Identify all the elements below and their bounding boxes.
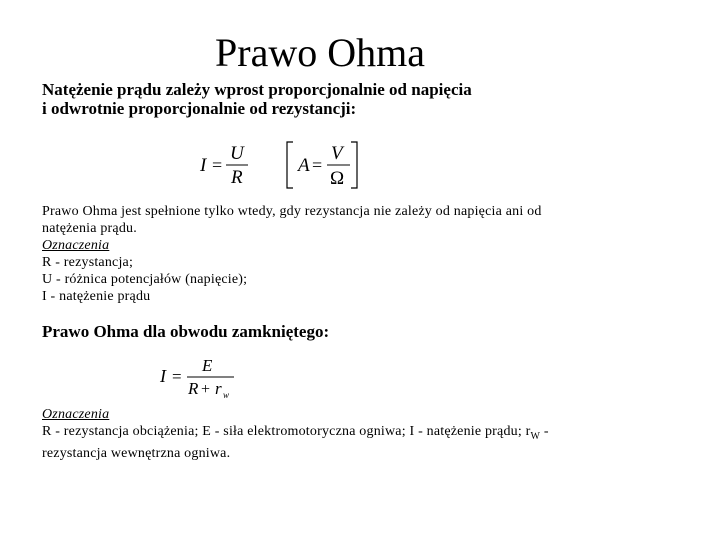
unit-formula (284, 138, 364, 192)
formula3-subscript: w (223, 390, 230, 400)
closed-circuit-heading: Prawo Ohma dla obwodu zamkniętego: (42, 322, 330, 341)
legend2-subscript: W (530, 430, 541, 442)
condition-line-2: natężenia prądu. (42, 221, 137, 236)
unit-denominator: Ω (330, 168, 345, 189)
formula3-numerator: E (202, 356, 213, 375)
legend2-line-1 (42, 423, 642, 445)
legend2-heading: Oznaczenia (42, 407, 110, 422)
legend-heading: Oznaczenia (42, 238, 110, 253)
legend2-line-1-text: R - rezystancja obciążenia; E - siła elektromotoryczna ogniwa; I - natężenie prądu; r (42, 424, 531, 439)
formula-denominator: R (231, 167, 243, 188)
formula3-equals: = (172, 367, 182, 386)
legend2-line-1-end: - (540, 424, 549, 439)
unit-numerator: V (331, 143, 343, 164)
legend-ohm (42, 237, 442, 305)
page-title: Prawo Ohma (215, 30, 425, 75)
right-bracket (351, 142, 357, 188)
condition-text (42, 203, 682, 237)
legend2-line-2: rezystancja wewnętrzna ogniwa. (42, 445, 231, 461)
formula3-den-rw: r (215, 379, 222, 398)
formula3-plus: + (201, 381, 211, 398)
formula3-lhs: I (160, 366, 166, 386)
unit-equals: = (312, 155, 323, 175)
intro-line-2: i odwrotnie proporcjonalnie od rezystancji: (42, 99, 357, 118)
formula-equals: = (212, 155, 223, 175)
ohm-formula (196, 140, 256, 190)
left-bracket (287, 142, 293, 188)
legend-closed-circuit (42, 406, 642, 462)
formula3-den-r: R (188, 379, 199, 398)
condition-line-1: Prawo Ohma jest spełnione tylko wtedy, gdy rezystancja nie zależy od napięcia ani od (42, 204, 542, 219)
formula-lhs: I (200, 155, 207, 176)
closed-circuit-formula (156, 356, 242, 406)
formula-numerator: U (230, 143, 244, 164)
legend-item: R - rezystancja; (42, 255, 134, 270)
legend-item: U - różnica potencjałów (napięcie); (42, 272, 248, 287)
legend-item: I - natężenie prądu (42, 289, 151, 304)
unit-lhs: A (298, 155, 310, 176)
intro-line-1: Natężenie prądu zależy wprost proporcjonalnie od napięcia (42, 80, 472, 99)
intro-text (42, 80, 662, 118)
